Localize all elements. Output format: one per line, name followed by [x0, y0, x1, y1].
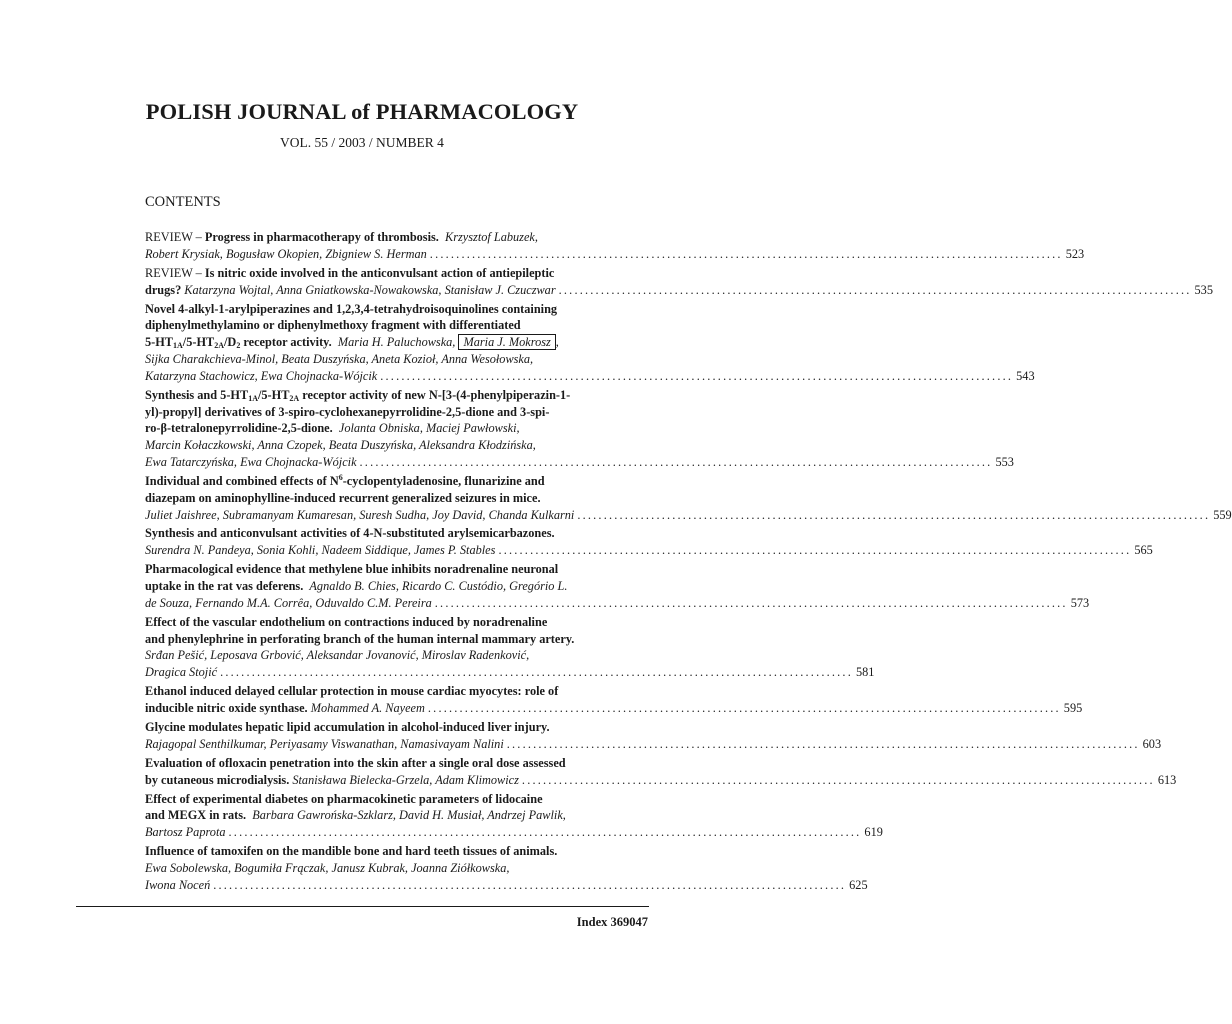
entry-authors: Surendra N. Pandeya, Sonia Kohli, Nadeem Siddique, James P. Stables — [145, 543, 496, 558]
leader-dots: ........................................................................................................................ — [359, 454, 993, 469]
contents-heading: CONTENTS — [145, 194, 221, 210]
entry-authors: Sijka Charakchieva-Minol, Beata Duszyńska, Aneta Kozioł, Anna Wesołowska, — [145, 351, 534, 366]
page-number: 581 — [855, 665, 875, 680]
entry-title: by cutaneous microdialysis. — [145, 772, 290, 787]
page-number: 603 — [1142, 736, 1162, 751]
leader-dots: ........................................................................................................................ — [220, 665, 853, 680]
entry-title: Effect of the vascular endothelium on contractions induced by noradrenaline — [145, 614, 548, 629]
entry-authors: de Souza, Fernando M.A. Corrêa, Oduvaldo C.M. Pereira — [145, 595, 432, 610]
entry-authors: Srđan Pešić, Leposava Grbović, Aleksandar Jovanović, Miroslav Radenković, — [145, 648, 530, 663]
entry-authors: Dragica Stojić — [145, 665, 218, 680]
entry-authors: Katarzyna Stachowicz, Ewa Chojnacka-Wójcik — [145, 368, 378, 383]
toc-entry — [145, 525, 1153, 559]
index-number: Index 369047 — [576, 915, 648, 929]
entry-authors: Barbara Gawrońska-Szklarz, David H. Musiał, Andrzej Pawlik, — [252, 808, 566, 823]
entry-title: diazepam on aminophylline-induced recurrent generalized seizures in mice. — [145, 490, 541, 505]
entry-authors: Juliet Jaishree, Subramanyam Kumaresan, Suresh Sudha, Joy David, Chanda Kulkarni — [145, 507, 575, 522]
leader-dots: ........................................................................................................................ — [427, 701, 1061, 716]
entry-authors: Iwona Noceń — [145, 877, 211, 892]
page-number: 523 — [1065, 246, 1085, 261]
entry-category: REVIEW – — [145, 265, 205, 280]
leader-dots: ........................................................................................................................ — [498, 543, 1132, 558]
entry-authors: Marcin Kołaczkowski, Anna Czopek, Beata Duszyńska, Aleksandra Kłodzińska, — [145, 438, 536, 453]
entry-title: and phenylephrine in perforating branch of the human internal mammary artery. — [145, 631, 575, 646]
entry-authors: Maria H. Paluchowska, — [337, 335, 456, 350]
entry-title: drugs? — [145, 282, 182, 297]
toc-entry — [145, 472, 1232, 523]
page-number: 625 — [849, 877, 868, 892]
table-of-contents — [145, 229, 1232, 896]
toc-entry — [145, 843, 868, 893]
page-number: 613 — [1157, 772, 1177, 787]
entry-authors: Bartosz Paprota — [145, 825, 226, 840]
toc-entry — [145, 387, 1014, 471]
toc-entry — [145, 229, 1085, 263]
entry-authors: Stanisława Bielecka-Grzela, Adam Klimowicz — [292, 772, 519, 787]
entry-title: uptake in the rat vas deferens. — [145, 579, 304, 594]
entry-authors: Rajagopal Senthilkumar, Periyasamy Viswanathan, Namasivayam Nalini — [145, 736, 504, 751]
page-number: 553 — [995, 454, 1014, 469]
page-number: 535 — [1194, 282, 1213, 297]
toc-entry — [145, 614, 875, 681]
entry-authors: Krzysztof Labuzek, — [445, 230, 538, 244]
page-number: 573 — [1070, 595, 1090, 610]
page-number: 619 — [864, 825, 883, 840]
entry-title: and MEGX in rats. — [145, 808, 247, 823]
entry-title: Glycine modulates hepatic lipid accumulation in alcohol-induced liver injury. — [145, 720, 550, 734]
entry-title: yl)-propyl] derivatives of 3-spiro-cyclohexanepyrrolidine-2,5-dione and 3-spi- — [145, 404, 550, 419]
journal-title: POLISH JOURNAL of PHARMACOLOGY — [145, 99, 579, 124]
entry-authors: Ewa Tatarczyńska, Ewa Chojnacka-Wójcik — [145, 454, 357, 469]
footer-rule — [76, 906, 649, 907]
entry-title: Synthesis and $5-HT_{1A}/5-HT_{2A}$ receptor activity of new N-[3-(4-phenylpiperazin-1- — [145, 387, 571, 403]
entry-title: Is nitric oxide involved in the anticonvulsant action of antiepileptic — [204, 265, 555, 280]
leader-dots: ........................................................................................................................ — [577, 507, 1211, 522]
leader-dots: ........................................................................................................................ — [434, 595, 1068, 610]
entry-title: Evaluation of ofloxacin penetration into the skin after a single oral dose assessed — [145, 755, 566, 770]
entry-title: Influence of tamoxifen on the mandible bone and hard teeth tissues of animals. — [145, 844, 558, 859]
toc-entry — [145, 265, 1213, 299]
toc-entry: Novel 4-alkyl-1-arylpiperazines and 1,2,3,4-tetrahydroisoquinolines containing diphenylmethylamino or diphenylmethoxy fragment with differentiated $5-HT_{1A}/5-HT_{2A}/D_2$ receptor activity. Maria H. Paluchowska, Maria J. Mokrosz , Sijka Charakchieva-Minol, Beata Duszyńska, Aneta Kozioł, Anna Wesołowska, Katarzyna Stachowicz, Ewa Chojnacka-Wójcik ........................................................................................................................ 543 — [145, 301, 1035, 383]
entry-title: Individual and combined effects of $N^6$-cyclopentyladenosine, flunarizine and — [145, 472, 545, 488]
entry-title: Progress in pharmacotherapy of thrombosis. — [204, 230, 439, 244]
leader-dots: ........................................................................................................................ — [521, 772, 1155, 787]
boxed-author: Maria J. Mokrosz — [458, 334, 555, 350]
entry-authors: Katarzyna Wojtal, Anna Gniatkowska-Nowakowska, Stanisław J. Czuczwar — [184, 282, 556, 297]
entry-authors: Robert Krysiak, Bogusław Okopien, Zbigniew S. Herman — [145, 246, 427, 261]
leader-dots: ........................................................................................................................ — [380, 368, 1014, 383]
entry-title: diphenylmethylamino or diphenylmethoxy fragment with differentiated — [145, 318, 521, 333]
entry-title: inducible nitric oxide synthase. — [145, 701, 308, 716]
entry-authors: Agnaldo B. Chies, Ricardo C. Custódio, Gregório L. — [309, 579, 568, 594]
leader-dots: ........................................................................................................................ — [213, 877, 847, 892]
entry-title: Synthesis and anticonvulsant activities of 4-N-substituted arylsemicarbazones. — [145, 526, 555, 541]
page-number: 559 — [1213, 507, 1232, 522]
entry-authors: Ewa Sobolewska, Bogumiła Frączak, Janusz Kubrak, Joanna Ziółkowska, — [145, 860, 510, 875]
page-number: 543 — [1016, 368, 1035, 383]
leader-dots: ........................................................................................................................ — [506, 736, 1140, 751]
page-number: 565 — [1134, 543, 1153, 558]
entry-title: Pharmacological evidence that methylene blue inhibits noradrenaline neuronal — [145, 562, 559, 577]
toc-entry — [145, 561, 1090, 611]
toc-entry — [145, 683, 1083, 717]
entry-category: REVIEW – — [145, 230, 205, 244]
toc-entry — [145, 755, 1177, 789]
entry-title: Ethanol induced delayed cellular protection in mouse cardiac myocytes: role of — [145, 684, 559, 699]
entry-title: $5-HT_{1A}/5-HT_{2A}/D_2$ receptor activity. — [145, 335, 332, 351]
leader-dots: ........................................................................................................................ — [558, 282, 1192, 297]
entry-authors: Jolanta Obniska, Maciej Pawłowski, — [338, 421, 520, 436]
page-number: 595 — [1063, 701, 1083, 716]
entry-title: Novel 4-alkyl-1-arylpiperazines and 1,2,3,4-tetrahydroisoquinolines containing — [145, 301, 558, 316]
toc-entry — [145, 791, 883, 841]
entry-authors: Mohammed A. Nayeem — [310, 701, 425, 716]
leader-dots: ........................................................................................................................ — [429, 246, 1063, 261]
volume-line: VOL. 55 / 2003 / NUMBER 4 — [280, 135, 444, 150]
entry-title: ro-β-tetralonepyrrolidine-2,5-dione. — [145, 421, 333, 436]
leader-dots: ........................................................................................................................ — [228, 825, 862, 840]
toc-entry — [145, 719, 1162, 753]
entry-title: Effect of experimental diabetes on pharmacokinetic parameters of lidocaine — [145, 791, 543, 806]
